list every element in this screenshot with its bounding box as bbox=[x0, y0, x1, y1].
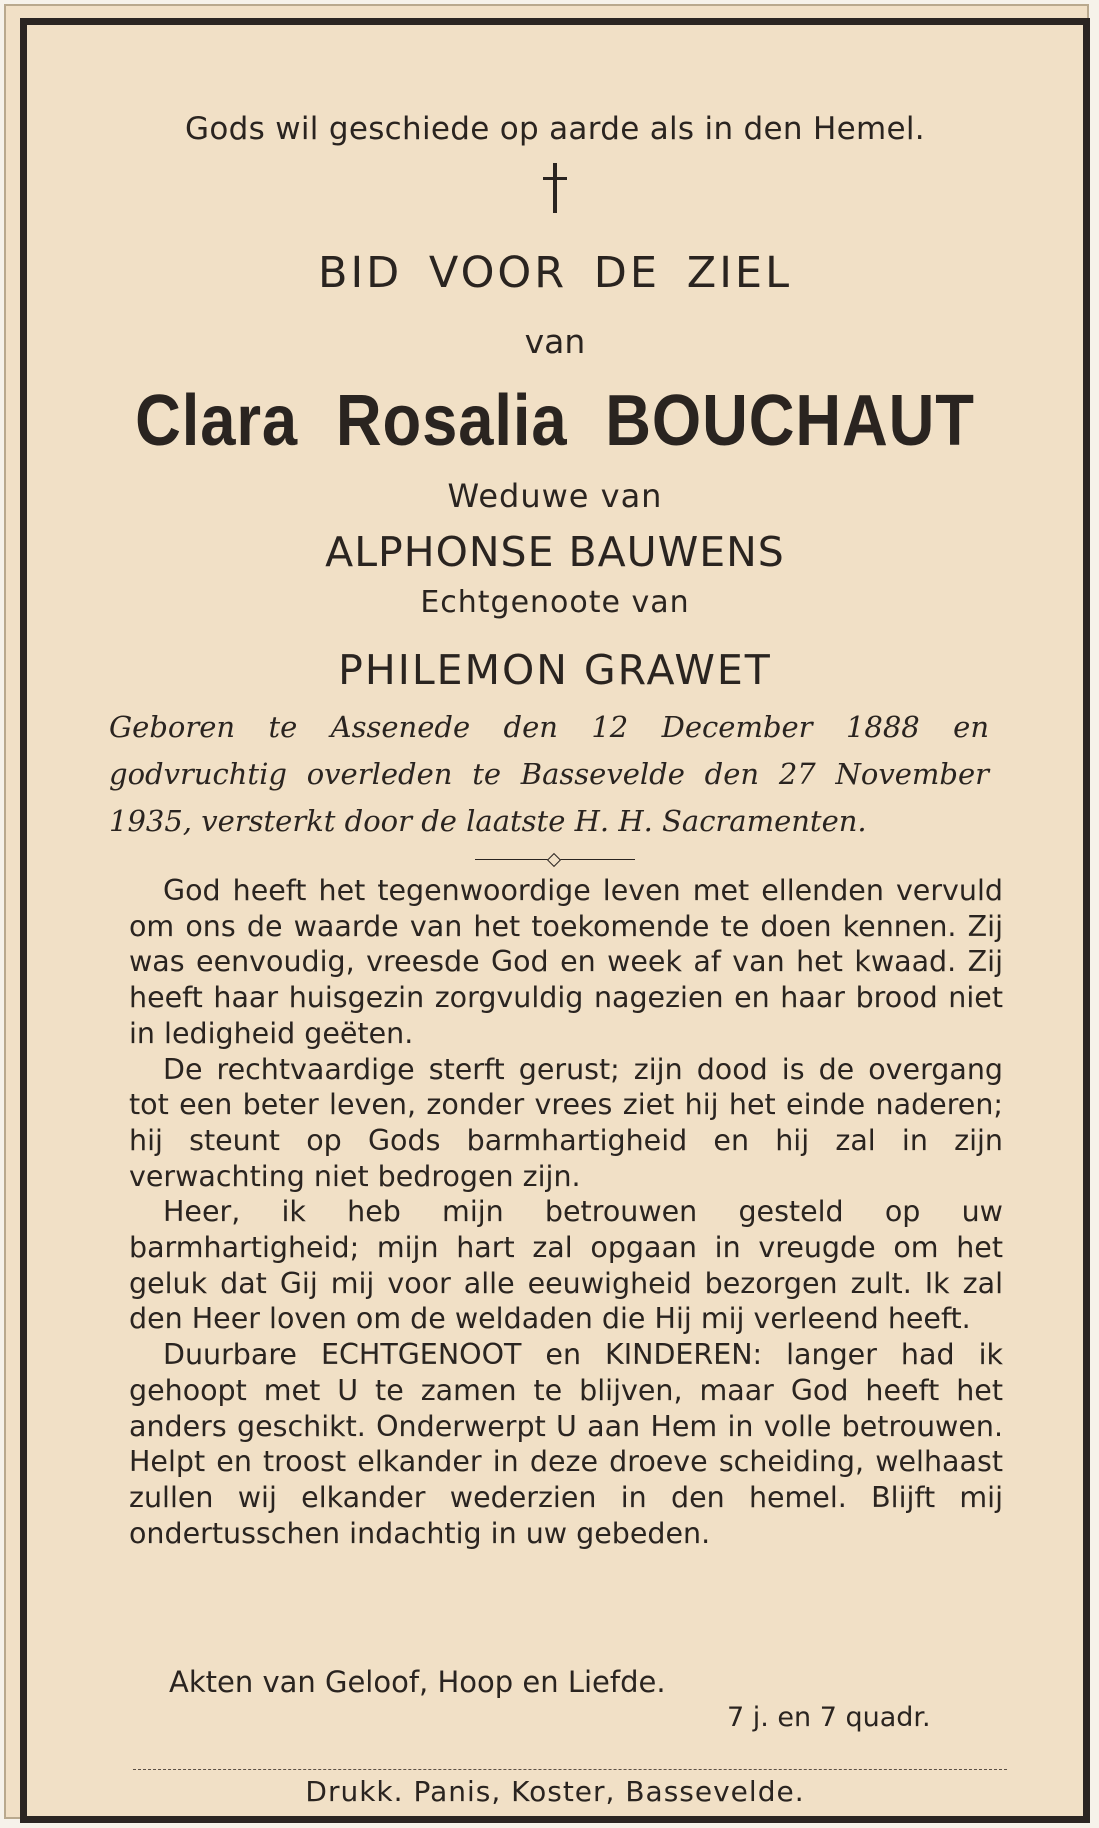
closing-prayer: Akten van Geloof, Hoop en Liefde. bbox=[169, 1665, 666, 1699]
divider-rule bbox=[133, 1769, 1007, 1770]
widow-of-label: Weduwe van bbox=[447, 477, 663, 515]
second-husband-name: PHILEMON GRAWET bbox=[338, 646, 772, 694]
paragraph: Heer, ik heb mijn betrouwen gesteld op uw barmhartigheid; mijn hart zal opgaan in vreugde om het geluk dat Gij mij voor alle eeuwigheid bezorgen zult. Ik zal den Heer loven om de weldaden die Hij mij verleend heeft. bbox=[129, 1195, 1003, 1336]
heading: BID VOOR DE ZIEL bbox=[317, 248, 793, 298]
paragraph: De rechtvaardige sterft gerust; zijn dood is de overgang tot een beter leven, zonder vrees ziet hij het einde naderen; hij steunt op Gods barmhartigheid en hij zal in zijn verwachting niet bedrogen zijn. bbox=[129, 1052, 1003, 1193]
ornament-divider bbox=[475, 855, 635, 865]
prayer-text bbox=[129, 873, 1003, 1551]
paragraph: Duurbare ECHTGENOOT en KINDEREN: langer had ik gehoopt met U te zamen te blijven, maar God heeft het anders geschikt. Onderwerpt U aan Hem in volle betrouwen. Helpt en troost elkander in deze droeve scheiding, welhaast zullen wij elkander wederzien in den hemel. Blijft mij ondertusschen indachtig in uw gebeden. bbox=[129, 1338, 1003, 1550]
indulgence-note: 7 j. en 7 quadr. bbox=[727, 1702, 931, 1733]
first-husband-name: ALPHONSE BAUWENS bbox=[325, 528, 785, 576]
deceased-name: Clara Rosalia BOUCHAUT bbox=[135, 381, 975, 461]
memorial-card bbox=[4, 4, 1089, 1819]
printer-credit: Drukk. Panis, Koster, Bassevelde. bbox=[305, 1775, 805, 1808]
motto: Gods wil geschiede op aarde als in den Hemel. bbox=[185, 111, 925, 147]
birth-death-text: Geboren te Assenede den 12 December 1888 en godvruchtig overleden te Bassevelde den 27 November 1935, versterkt door de laatste H. H. Sacramenten. bbox=[109, 710, 989, 838]
card-border-frame bbox=[20, 18, 1090, 1823]
van-label: van bbox=[524, 322, 586, 361]
spouse-of-label: Echtgenoote van bbox=[420, 585, 690, 620]
paragraph: God heeft het tegenwoordige leven met ellenden vervuld om ons de waarde van het toekomende te doen kennen. Zij was eenvoudig, vreesde God en week af van het kwaad. Zij heeft haar huisgezin zorgvuldig nagezien en haar brood niet in ledigheid geëten. bbox=[129, 874, 1003, 1050]
cross-icon bbox=[541, 163, 569, 213]
